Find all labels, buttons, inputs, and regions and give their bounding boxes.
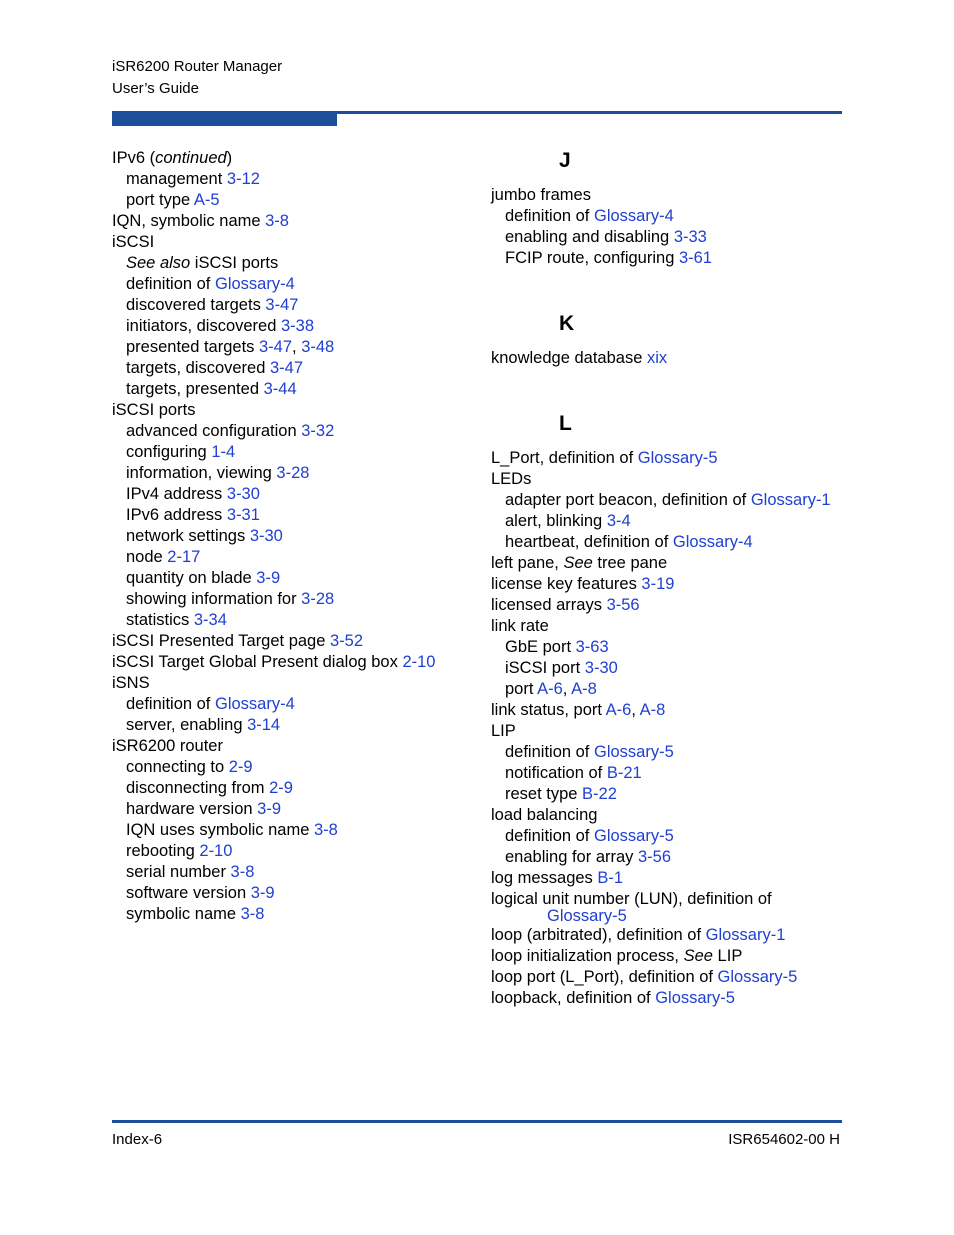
entry-text: rebooting (126, 842, 200, 860)
page-reference-link[interactable]: 3-32 (301, 422, 335, 440)
entry-text: port (505, 680, 538, 698)
index-subentry (491, 763, 851, 784)
index-entry (491, 448, 851, 469)
header-title: iSR6200 Router Manager (112, 58, 283, 75)
entry-text: jumbo frames (491, 186, 591, 204)
page-reference-link[interactable]: 3-12 (226, 170, 260, 188)
entry-text: definition of (505, 827, 594, 845)
entry-text: server, enabling (126, 716, 248, 734)
page-reference-link[interactable]: A-6 (605, 701, 632, 719)
index-subentry (112, 820, 482, 841)
page-reference-link[interactable]: Glossary-5 (593, 827, 674, 845)
entry-text: targets, presented (126, 380, 264, 398)
entry-text: iSCSI ports (190, 254, 279, 272)
entry-text: iSCSI ports (112, 401, 196, 419)
entry-text: IPv4 address (126, 485, 227, 503)
entry-text: statistics (126, 611, 194, 629)
page-reference-link[interactable]: 3-33 (673, 228, 707, 246)
entry-text: licensed arrays (491, 596, 607, 614)
index-column-left (112, 148, 482, 925)
document-id: ISR654602-00 H (728, 1131, 840, 1148)
index-entry (491, 721, 851, 742)
entry-text: disconnecting from (126, 779, 270, 797)
entry-text: configuring (126, 443, 212, 461)
page-reference-link[interactable]: 3-48 (301, 338, 335, 356)
page-reference-link[interactable]: 3-8 (230, 863, 255, 881)
index-entry (491, 348, 851, 369)
index-subentry (112, 505, 482, 526)
entry-text: load balancing (491, 806, 598, 824)
section-gap (491, 269, 851, 311)
page-reference-link[interactable]: 3-63 (575, 638, 609, 656)
entry-text: IQN uses symbolic name (126, 821, 314, 839)
entry-text: continued (155, 149, 227, 167)
index-subentry (112, 421, 482, 442)
section-letter-heading: L (559, 412, 572, 435)
entry-text: iSCSI port (505, 659, 585, 677)
entry-text: loop (arbitrated), definition of (491, 926, 706, 944)
entry-text: software version (126, 884, 251, 902)
index-entry (491, 574, 851, 595)
page-reference-link[interactable]: 3-38 (281, 317, 315, 335)
page-reference-link[interactable]: 3-8 (313, 821, 338, 839)
page-reference-link[interactable]: Glossary-1 (705, 926, 786, 944)
page-reference-link[interactable]: 3-4 (606, 512, 631, 530)
index-subentry (112, 694, 482, 715)
entry-text: iSCSI Presented Target page (112, 632, 330, 650)
index-subentry (112, 379, 482, 400)
entry-text: serial number (126, 863, 231, 881)
index-subentry (491, 490, 851, 511)
index-subentry (112, 589, 482, 610)
index-subentry (112, 442, 482, 463)
entry-text: initiators, discovered (126, 317, 281, 335)
page-reference-link[interactable]: 3-9 (256, 569, 281, 587)
page-reference-link[interactable]: 3-47 (270, 359, 304, 377)
page-reference-link[interactable]: 2-9 (228, 758, 253, 776)
index-entry (491, 469, 851, 490)
page-reference-link[interactable]: 3-14 (247, 716, 281, 734)
index-entry (112, 232, 482, 253)
entry-text: targets, discovered (126, 359, 270, 377)
entry-text: definition of (126, 275, 215, 293)
page-reference-link[interactable]: 1-4 (211, 443, 236, 461)
header-subtitle: User’s Guide (112, 80, 199, 97)
entry-text: node (126, 548, 168, 566)
index-entry (491, 595, 851, 616)
entry-text: definition of (126, 695, 215, 713)
entry-text: log messages (491, 869, 598, 887)
index-subentry (112, 337, 482, 358)
index-subentry (112, 169, 482, 190)
page-reference-link[interactable]: Glossary-4 (214, 275, 295, 293)
page-reference-link[interactable]: 3-30 (249, 527, 283, 545)
page-reference-link[interactable]: 3-52 (330, 632, 364, 650)
entry-text: knowledge database (491, 349, 647, 367)
page-reference-link[interactable]: Glossary-5 (717, 968, 798, 986)
index-entry (112, 148, 482, 169)
page-reference-link[interactable]: B-22 (582, 785, 617, 803)
index-subentry (491, 248, 851, 269)
page-reference-link[interactable]: Glossary-1 (750, 491, 831, 509)
index-entry (491, 553, 851, 574)
entry-text: network settings (126, 527, 250, 545)
index-entry (491, 868, 851, 889)
page-reference-link[interactable]: B-1 (597, 869, 624, 887)
index-subentry (112, 274, 482, 295)
index-subentry (112, 715, 482, 736)
page-reference-link[interactable]: A-8 (639, 701, 666, 719)
index-entry (491, 805, 851, 826)
entry-text: link status, port (491, 701, 606, 719)
entry-text: loop initialization process, (491, 947, 684, 965)
entry-text: IQN, symbolic name (112, 212, 266, 230)
entry-text: alert, blinking (505, 512, 607, 530)
page-reference-link[interactable]: 3-31 (226, 506, 260, 524)
entry-text: reset type (505, 785, 583, 803)
entry-text: iSCSI Target Global Present dialog box (112, 653, 403, 671)
index-entry (491, 925, 851, 946)
index-subentry (491, 206, 851, 227)
index-subentry (112, 526, 482, 547)
index-subentry (112, 316, 482, 337)
entry-text: quantity on blade (126, 569, 257, 587)
index-subentry (112, 190, 482, 211)
index-subentry (112, 757, 482, 778)
page-reference-link[interactable]: Glossary-4 (672, 533, 753, 551)
entry-text: , (631, 701, 640, 719)
index-entry (112, 673, 482, 694)
page-reference-link[interactable]: 3-8 (265, 212, 289, 230)
index-subentry (491, 826, 851, 847)
entry-text: loopback, definition of (491, 989, 656, 1007)
page-reference-link[interactable]: 3-47 (259, 338, 293, 356)
index-subentry (112, 799, 482, 820)
page-reference-link[interactable]: 3-61 (678, 249, 712, 267)
index-subentry (491, 679, 851, 700)
entry-text: iSR6200 router (112, 737, 223, 755)
entry-text: link rate (491, 617, 549, 635)
entry-text: connecting to (126, 758, 229, 776)
header-rule-tab (112, 112, 337, 126)
page-reference-link[interactable]: 2-9 (269, 779, 293, 797)
entry-text: tree pane (592, 554, 668, 572)
entry-text: LEDs (491, 470, 532, 488)
page-reference-link[interactable]: 3-30 (226, 485, 260, 503)
entry-text: IPv6 ( (112, 149, 156, 167)
index-subentry (112, 883, 482, 904)
entry-text: left pane, (491, 554, 564, 572)
entry-text: See (683, 947, 713, 965)
entry-text: LIP (491, 722, 516, 740)
page-reference-link[interactable]: Glossary-4 (593, 207, 674, 225)
index-entry (112, 400, 482, 421)
entry-text: See (563, 554, 593, 572)
index-subentry (112, 862, 482, 883)
entry-text: iSCSI (112, 233, 155, 251)
page-reference-link[interactable]: 2-10 (199, 842, 233, 860)
entry-text: definition of (505, 743, 594, 761)
page-reference-link[interactable]: 2-17 (167, 548, 201, 566)
index-subentry (491, 637, 851, 658)
page-reference-link[interactable]: 3-28 (301, 590, 335, 608)
index-entry (491, 700, 851, 721)
index-subentry (491, 742, 851, 763)
entry-text: FCIP route, configuring (505, 249, 679, 267)
index-subentry (491, 532, 851, 553)
page-reference-link[interactable]: 3-47 (265, 296, 299, 314)
page-reference-link[interactable]: 3-56 (606, 596, 640, 614)
entry-text: discovered targets (126, 296, 266, 314)
index-subentry (112, 904, 482, 925)
entry-text: showing information for (126, 590, 302, 608)
page-reference-link[interactable]: A-8 (571, 680, 597, 698)
entry-text: advanced configuration (126, 422, 302, 440)
index-subentry (112, 568, 482, 589)
page-reference-link[interactable]: Glossary-5 (637, 449, 718, 467)
page-reference-link[interactable]: Glossary-5 (547, 907, 627, 925)
index-entry (112, 631, 482, 652)
page-number: Index-6 (112, 1131, 163, 1148)
entry-text: management (126, 170, 227, 188)
entry-text: definition of (505, 207, 594, 225)
index-entry (491, 967, 851, 988)
entry-text: See also (126, 254, 191, 272)
entry-text: heartbeat, definition of (505, 533, 673, 551)
entry-text: hardware version (126, 800, 258, 818)
section-letter-heading: J (559, 149, 571, 172)
entry-text: loop port (L_Port), definition of (491, 968, 718, 986)
index-subentry (491, 227, 851, 248)
index-subentry (491, 784, 851, 805)
index-entry (112, 652, 482, 673)
entry-text: port type (126, 191, 194, 209)
page-reference-link[interactable]: A-5 (193, 191, 220, 209)
index-subentry (112, 841, 482, 862)
index-subentry (491, 847, 851, 868)
index-entry (491, 616, 851, 637)
entry-text: , (562, 680, 572, 698)
index-subentry (491, 511, 851, 532)
page-reference-link[interactable]: Glossary-5 (593, 743, 674, 761)
entry-text: enabling for array (505, 848, 638, 866)
page-reference-link[interactable]: 3-28 (276, 464, 310, 482)
index-column-right (491, 148, 851, 1009)
page-reference-link[interactable]: A-6 (537, 680, 563, 698)
footer-rule (112, 1120, 842, 1123)
entry-text: GbE port (505, 638, 576, 656)
entry-text: license key features (491, 575, 642, 593)
page-reference-link[interactable]: Glossary-5 (655, 989, 735, 1007)
page-reference-link[interactable]: 3-19 (641, 575, 675, 593)
entry-text: L_Port, definition of (491, 449, 638, 467)
index-entry (491, 946, 851, 967)
entry-text: LIP (712, 947, 743, 965)
page-reference-link[interactable]: 3-34 (193, 611, 227, 629)
index-subentry (112, 358, 482, 379)
index-subentry (112, 547, 482, 568)
page-reference-link[interactable]: 3-9 (257, 800, 282, 818)
index-entry (112, 736, 482, 757)
index-subentry (112, 778, 482, 799)
entry-text: notification of (505, 764, 607, 782)
page-reference-link[interactable]: Glossary-4 (214, 695, 295, 713)
entry-text: enabling and disabling (505, 228, 674, 246)
page-reference-link[interactable]: xix (646, 349, 668, 367)
entry-text: logical unit number (LUN), definition of (491, 890, 772, 908)
entry-text: , (292, 338, 302, 356)
page-reference-link[interactable]: 3-44 (263, 380, 297, 398)
page-reference-link[interactable]: 3-8 (240, 905, 265, 923)
entry-text: information, viewing (126, 464, 277, 482)
page-reference-link[interactable]: 3-56 (638, 848, 672, 866)
entry-text: presented targets (126, 338, 259, 356)
page-reference-link[interactable]: B-21 (606, 764, 642, 782)
entry-text: iSNS (112, 674, 150, 692)
section-gap (491, 369, 851, 411)
page-reference-link[interactable]: 3-9 (250, 884, 275, 902)
entry-text: ) (226, 149, 233, 167)
index-entry (491, 988, 851, 1009)
index-subentry (112, 463, 482, 484)
entry-text: symbolic name (126, 905, 241, 923)
entry-text: IPv6 address (126, 506, 227, 524)
index-subentry (112, 295, 482, 316)
index-entry (491, 185, 851, 206)
index-subentry (112, 484, 482, 505)
index-subentry (491, 658, 851, 679)
entry-text: adapter port beacon, definition of (505, 491, 751, 509)
section-letter-heading: K (559, 312, 575, 335)
index-entry (112, 211, 482, 232)
page-reference-link[interactable]: 2-10 (402, 653, 436, 671)
index-subentry (112, 253, 482, 274)
page-reference-link[interactable]: 3-30 (584, 659, 618, 677)
index-subentry (112, 610, 482, 631)
